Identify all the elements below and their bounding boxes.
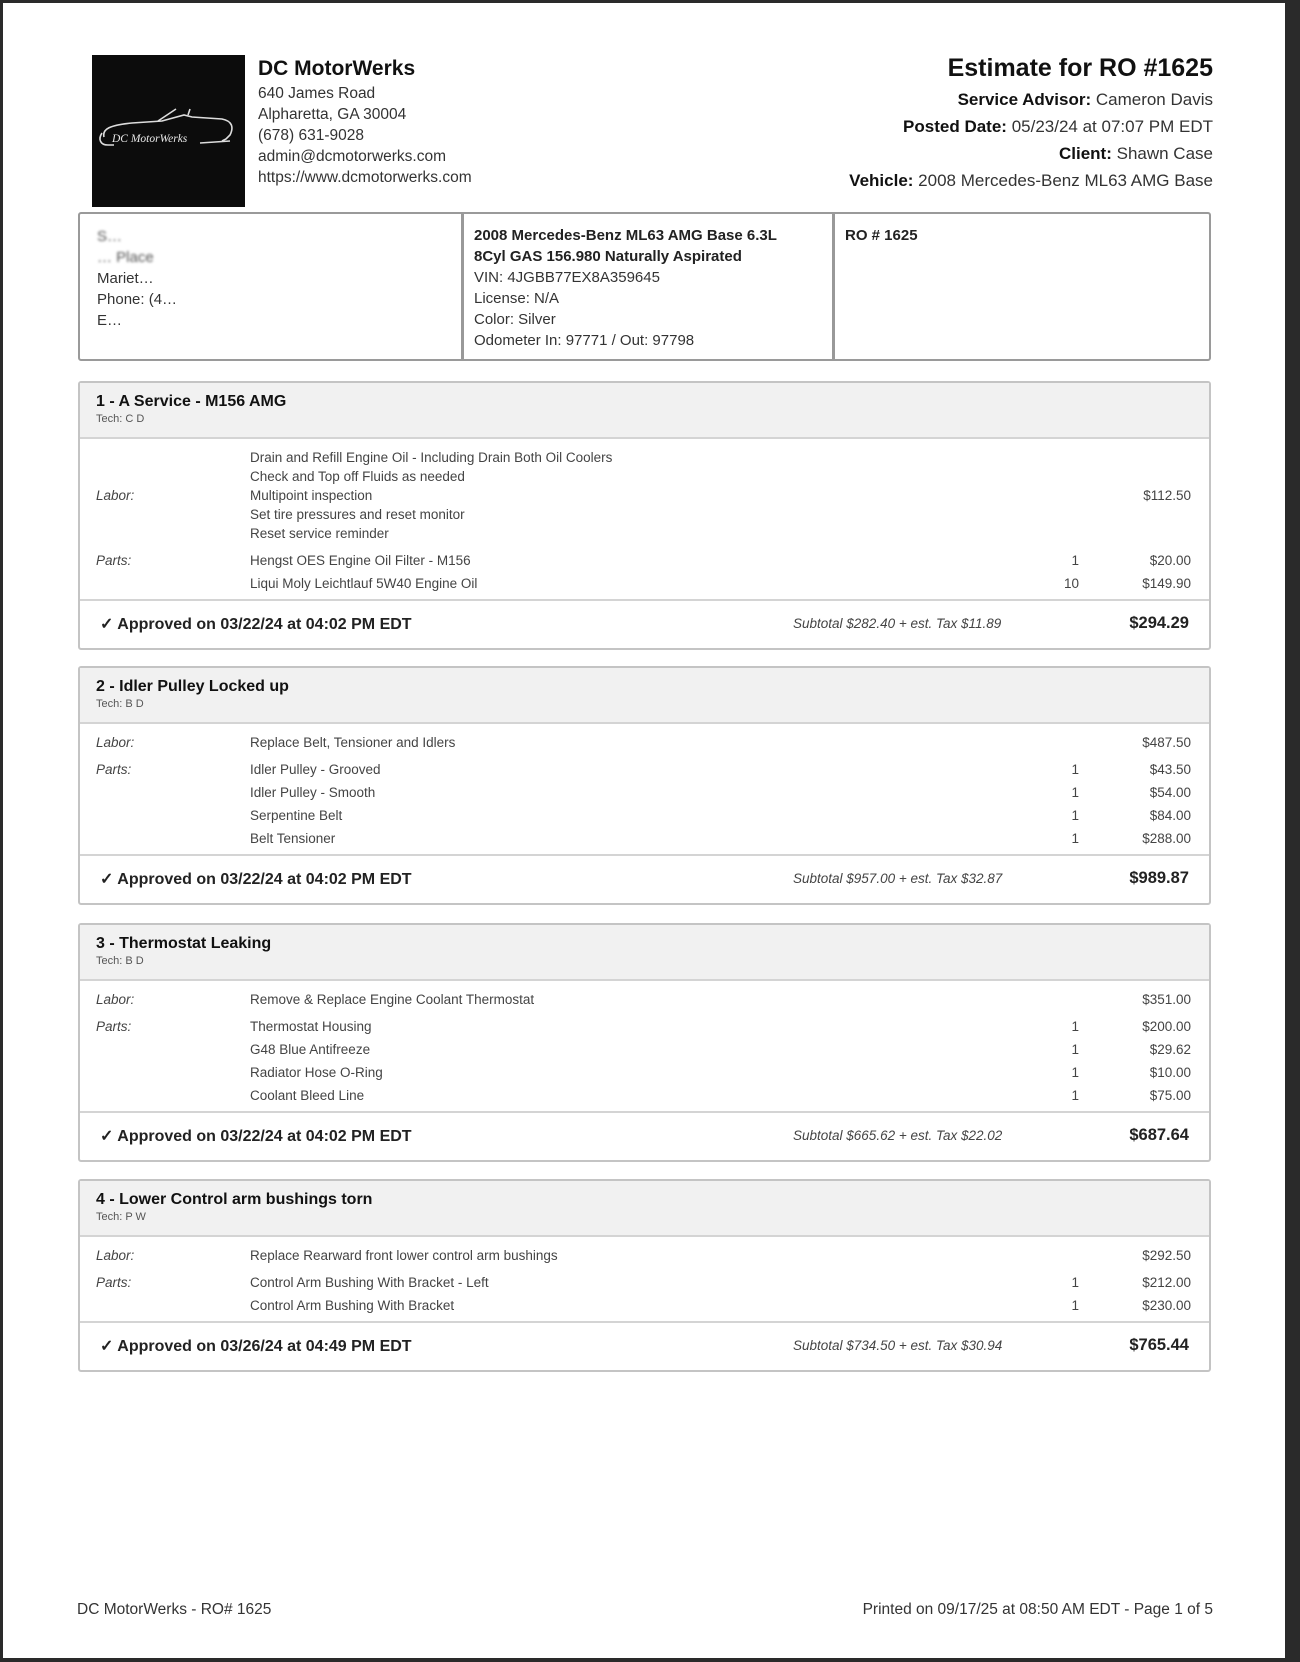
part-qty: 1 (1071, 1298, 1079, 1313)
shop-info (258, 55, 472, 188)
job-total: $687.64 (1129, 1126, 1189, 1144)
part-name: G48 Blue Antifreeze (250, 1042, 371, 1057)
job-title: 4 - Lower Control arm bushings torn (96, 1191, 373, 1208)
labor-row (80, 448, 1209, 543)
ro-box (832, 214, 1209, 359)
labor-amount: $487.50 (1142, 735, 1191, 750)
job-lines (80, 1237, 1209, 1323)
part-amount: $54.00 (1149, 785, 1191, 800)
part-name: Control Arm Bushing With Bracket - Left (250, 1275, 489, 1290)
client-value: Shawn Case (1116, 144, 1213, 163)
part-name: Control Arm Bushing With Bracket (250, 1298, 455, 1313)
part-qty: 1 (1071, 808, 1079, 823)
job-subtotal: Subtotal $282.40 + est. Tax $11.89 (793, 616, 1002, 631)
part-qty: 1 (1071, 1042, 1079, 1057)
part-amount: $75.00 (1149, 1088, 1191, 1103)
job-title: 3 - Thermostat Leaking (96, 935, 272, 952)
posted-date-label: Posted Date: (903, 117, 1007, 136)
labor-description: Drain and Refill Engine Oil - Including Drain Both Oil Coolers (250, 450, 613, 465)
part-name: Liqui Moly Leichtlauf 5W40 Engine Oil (250, 576, 478, 591)
posted-date (849, 113, 1213, 140)
part-name: Belt Tensioner (250, 831, 336, 846)
vehicle-license: License: N/A (474, 290, 560, 307)
labor-label: Labor: (96, 1248, 135, 1263)
customer-name: S… (97, 228, 123, 245)
part-amount: $212.00 (1142, 1275, 1191, 1290)
job-block (78, 381, 1211, 650)
job-summary (80, 856, 1209, 903)
job-block (78, 666, 1211, 905)
customer-street: … Place (97, 249, 154, 266)
posted-date-value: 05/23/24 at 07:07 PM EDT (1011, 117, 1213, 136)
labor-row (80, 990, 1209, 1009)
job-subtotal: Subtotal $734.50 + est. Tax $30.94 (793, 1338, 1003, 1353)
parts-label: Parts: (96, 553, 132, 568)
approval-status: ✓ Approved on 03/22/24 at 04:02 PM EDT (100, 1128, 412, 1145)
labor-description: Multipoint inspection (250, 488, 373, 503)
job-title: 1 - A Service - M156 AMG (96, 393, 287, 410)
part-amount: $10.00 (1149, 1065, 1191, 1080)
customer-info (80, 214, 461, 359)
labor-row (80, 733, 1209, 752)
part-amount: $200.00 (1142, 1019, 1191, 1034)
job-title: 2 - Idler Pulley Locked up (96, 678, 289, 695)
client-label: Client: (1058, 144, 1112, 163)
labor-label: Labor: (96, 488, 135, 503)
part-amount: $149.90 (1142, 576, 1191, 591)
job-lines (80, 439, 1209, 601)
info-box (78, 212, 1211, 361)
labor-description: Set tire pressures and reset monitor (250, 507, 465, 522)
part-qty: 1 (1071, 1065, 1079, 1080)
job-summary (80, 1113, 1209, 1160)
vehicle-odometer: Odometer In: 97771 / Out: 97798 (474, 332, 695, 349)
customer-city: Mariet… (97, 270, 154, 287)
labor-amount: $112.50 (1143, 488, 1191, 503)
shop-address-2: Alpharetta, GA 30004 (258, 106, 407, 123)
part-name: Idler Pulley - Grooved (250, 762, 381, 777)
job-total: $989.87 (1129, 869, 1189, 887)
labor-description: Check and Top off Fluids as needed (250, 469, 465, 484)
job-total: $765.44 (1129, 1336, 1189, 1354)
shop-logo (92, 55, 245, 207)
labor-description: Reset service reminder (250, 526, 389, 541)
job-tech: Tech: P W (96, 1211, 146, 1223)
part-name: Hengst OES Engine Oil Filter - M156 (250, 553, 471, 568)
labor-label: Labor: (96, 992, 135, 1007)
shop-phone: (678) 631-9028 (258, 127, 364, 144)
parts-label: Parts: (96, 762, 132, 777)
shop-website[interactable]: https://www.dcmotorwerks.com (258, 169, 472, 186)
job-tech: Tech: C D (96, 413, 145, 425)
job-block (78, 923, 1211, 1162)
vehicle-label: Vehicle: (849, 171, 914, 190)
job-subtotal: Subtotal $957.00 + est. Tax $32.87 (793, 871, 1003, 886)
job-summary (80, 1323, 1209, 1370)
job-tech: Tech: B D (96, 955, 144, 967)
job-header (80, 668, 1209, 724)
parts-label: Parts: (96, 1019, 132, 1034)
approval-status: ✓ Approved on 03/26/24 at 04:49 PM EDT (100, 1338, 412, 1355)
customer-email: E… (97, 312, 123, 329)
part-name: Thermostat Housing (250, 1019, 372, 1034)
labor-amount: $292.50 (1142, 1248, 1191, 1263)
part-qty: 1 (1071, 553, 1079, 568)
service-advisor-label: Service Advisor: (957, 90, 1092, 109)
vehicle (849, 167, 1213, 194)
job-tech: Tech: B D (96, 698, 144, 710)
ro-number: RO # 1625 (845, 227, 918, 244)
part-name: Radiator Hose O-Ring (250, 1065, 383, 1080)
part-qty: 1 (1071, 1088, 1079, 1103)
vehicle-desc-1: 2008 Mercedes-Benz ML63 AMG Base 6.3L (474, 227, 777, 244)
labor-description: Replace Rearward front lower control arm bushings (250, 1248, 558, 1263)
labor-amount: $351.00 (1142, 992, 1191, 1007)
part-qty: 1 (1071, 831, 1079, 846)
part-qty: 1 (1071, 762, 1079, 777)
job-total: $294.29 (1129, 614, 1189, 632)
part-qty: 1 (1071, 785, 1079, 800)
job-header (80, 1181, 1209, 1237)
part-qty: 10 (1063, 576, 1079, 591)
vehicle-vin: VIN: 4JGBB77EX8A359645 (474, 269, 660, 286)
part-amount: $43.50 (1149, 762, 1191, 777)
part-name: Idler Pulley - Smooth (250, 785, 376, 800)
labor-label: Labor: (96, 735, 135, 750)
job-subtotal: Subtotal $665.62 + est. Tax $22.02 (793, 1128, 1003, 1143)
job-lines (80, 724, 1209, 856)
job-block (78, 1179, 1211, 1372)
part-amount: $288.00 (1142, 831, 1191, 846)
service-advisor (849, 86, 1213, 113)
part-name: Serpentine Belt (250, 808, 343, 823)
shop-email[interactable]: admin@dcmotorwerks.com (258, 148, 447, 165)
part-qty: 1 (1071, 1275, 1079, 1290)
job-header (80, 925, 1209, 981)
estimate-header (849, 51, 1213, 194)
part-amount: $20.00 (1149, 553, 1191, 568)
part-amount: $29.62 (1149, 1042, 1191, 1057)
job-lines (80, 981, 1209, 1113)
labor-row (80, 1246, 1209, 1265)
service-advisor-value: Cameron Davis (1095, 90, 1213, 109)
vehicle-desc-2: 8Cyl GAS 156.980 Naturally Aspirated (474, 248, 742, 265)
job-header (80, 383, 1209, 439)
vehicle-color: Color: Silver (474, 311, 556, 328)
part-qty: 1 (1071, 1019, 1079, 1034)
vehicle-info (461, 214, 832, 359)
client (849, 140, 1213, 167)
estimate-title: Estimate for RO #1625 (947, 54, 1213, 82)
estimate-page (3, 3, 1285, 1658)
labor-description: Replace Belt, Tensioner and Idlers (250, 735, 456, 750)
job-summary (80, 601, 1209, 648)
part-amount: $84.00 (1149, 808, 1191, 823)
shop-name: DC MotorWerks (258, 57, 416, 80)
logo-text: DC MotorWerks (112, 133, 188, 145)
customer-phone: Phone: (4… (97, 291, 178, 308)
convertible-car-icon (92, 55, 245, 207)
vehicle-value: 2008 Mercedes-Benz ML63 AMG Base (918, 171, 1213, 190)
part-name: Coolant Bleed Line (250, 1088, 365, 1103)
part-amount: $230.00 (1142, 1298, 1191, 1313)
shop-address-1: 640 James Road (258, 85, 376, 102)
parts-label: Parts: (96, 1275, 132, 1290)
footer-right: Printed on 09/17/25 at 08:50 AM EDT - Page 1 of 5 (862, 1601, 1213, 1618)
labor-description: Remove & Replace Engine Coolant Thermostat (250, 992, 535, 1007)
footer-left: DC MotorWerks - RO# 1625 (77, 1601, 272, 1618)
approval-status: ✓ Approved on 03/22/24 at 04:02 PM EDT (100, 616, 412, 633)
approval-status: ✓ Approved on 03/22/24 at 04:02 PM EDT (100, 871, 412, 888)
